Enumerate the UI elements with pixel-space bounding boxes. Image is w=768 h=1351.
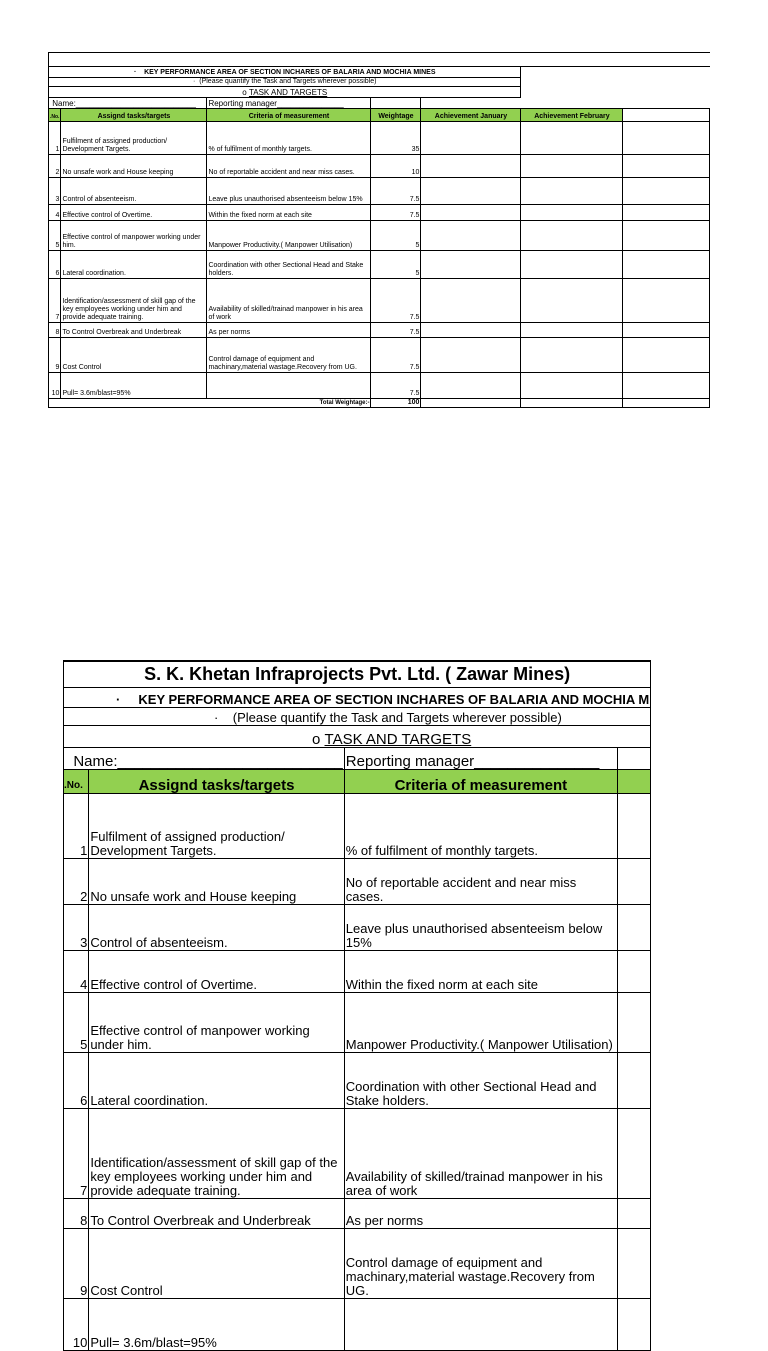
achievement-january-cell[interactable] bbox=[421, 373, 521, 399]
table-row bbox=[64, 1298, 651, 1350]
kpa-sheet-zoomed-table bbox=[63, 660, 651, 1351]
total-label: Total Weightage:- bbox=[207, 399, 371, 408]
bullet: · bbox=[193, 78, 196, 85]
table-row bbox=[49, 221, 710, 251]
header-criteria: Criteria of measurement bbox=[207, 109, 371, 122]
task-cell: Lateral coordination. bbox=[61, 251, 207, 279]
row-number: 1 bbox=[49, 122, 61, 155]
task-cell: Effective control of Overtime. bbox=[61, 205, 207, 221]
row-number: 9 bbox=[49, 338, 61, 373]
table-row bbox=[64, 1108, 651, 1198]
achievement-february-cell[interactable] bbox=[521, 373, 623, 399]
instruction-text: (Please quantify the Task and Targets wherever possible) bbox=[232, 709, 562, 725]
achievement-february-cell[interactable] bbox=[521, 221, 623, 251]
row-number: 4 bbox=[49, 205, 61, 221]
achievement-february-cell[interactable] bbox=[521, 338, 623, 373]
achievement-january-cell[interactable] bbox=[421, 205, 521, 221]
weightage-cell: 7.5 bbox=[371, 323, 421, 338]
table-row bbox=[49, 122, 710, 155]
criteria-cell: Control damage of equipment and machinary,material wastage.Recovery from UG. bbox=[344, 1228, 617, 1298]
weightage-cell bbox=[618, 950, 651, 992]
task-cell: Effective control of manpower working under him. bbox=[61, 221, 207, 251]
criteria-cell: As per norms bbox=[344, 1198, 617, 1228]
achievement-january-cell[interactable] bbox=[421, 178, 521, 205]
section-title-cell bbox=[64, 725, 651, 747]
table-row bbox=[64, 950, 651, 992]
header-achievement-january: Achievement January bbox=[421, 109, 521, 122]
kpa-title-cell bbox=[49, 67, 521, 78]
weightage-cell: 5 bbox=[371, 251, 421, 279]
row-number: 5 bbox=[64, 992, 89, 1052]
achievement-february-cell[interactable] bbox=[521, 178, 623, 205]
criteria-cell: Availability of skilled/trainad manpower in his area of work bbox=[344, 1108, 617, 1198]
criteria-cell: Manpower Productivity.( Manpower Utilisation) bbox=[344, 992, 617, 1052]
achievement-january-cell[interactable] bbox=[421, 323, 521, 338]
task-cell: To Control Overbreak and Underbreak bbox=[61, 323, 207, 338]
criteria-cell: Leave plus unauthorised absenteeism below 15% bbox=[344, 904, 617, 950]
name-field bbox=[64, 747, 345, 769]
task-bullet: o bbox=[242, 88, 247, 97]
bullet: · bbox=[116, 691, 121, 707]
header-task: Assignd tasks/targets bbox=[61, 109, 207, 122]
weightage-cell: 7.5 bbox=[371, 279, 421, 323]
kpa-title-cell bbox=[64, 687, 651, 707]
table-row bbox=[64, 858, 651, 904]
achievement-february-cell[interactable] bbox=[521, 155, 623, 178]
task-cell: Control of absenteeism. bbox=[61, 178, 207, 205]
blank-row bbox=[49, 53, 710, 67]
kpa-title: KEY PERFORMANCE AREA OF SECTION INCHARES OF BALARIA AND MOCHIA MINES bbox=[144, 69, 436, 76]
achievement-february-cell[interactable] bbox=[521, 122, 623, 155]
name-label: Name:___________________________ bbox=[52, 99, 196, 108]
row-number: 7 bbox=[49, 279, 61, 323]
weightage-cell bbox=[618, 1108, 651, 1198]
weightage-cell: 5 bbox=[371, 221, 421, 251]
table-row bbox=[64, 1052, 651, 1108]
row-number: 7 bbox=[64, 1108, 89, 1198]
criteria-cell: No of reportable accident and near miss cases. bbox=[344, 858, 617, 904]
criteria-cell: Leave plus unauthorised absenteeism below 15% bbox=[207, 178, 371, 205]
extra-cell[interactable] bbox=[623, 221, 710, 251]
name-field bbox=[49, 98, 207, 109]
row-number: 4 bbox=[64, 950, 89, 992]
section-title: TASK AND TARGETS bbox=[248, 88, 328, 97]
criteria-cell: Within the fixed norm at each site bbox=[207, 205, 371, 221]
extra-cell[interactable] bbox=[623, 205, 710, 221]
criteria-cell: % of fulfilment of monthly targets. bbox=[207, 122, 371, 155]
task-cell: Identification/assessment of skill gap of the key employees working under him and provide adequate training. bbox=[61, 279, 207, 323]
achievement-february-cell[interactable] bbox=[521, 205, 623, 221]
header-criteria: Criteria of measurement bbox=[344, 769, 617, 793]
task-cell: Cost Control bbox=[61, 338, 207, 373]
task-cell: Fulfilment of assigned production/ Development Targets. bbox=[61, 122, 207, 155]
section-title-cell bbox=[49, 87, 521, 98]
task-cell: To Control Overbreak and Underbreak bbox=[89, 1198, 344, 1228]
row-number: 1 bbox=[64, 793, 89, 858]
table-row bbox=[49, 178, 710, 205]
section-title: TASK AND TARGETS bbox=[324, 730, 472, 748]
weightage-cell: 35 bbox=[371, 122, 421, 155]
extra-cell[interactable] bbox=[623, 178, 710, 205]
task-cell: No unsafe work and House keeping bbox=[61, 155, 207, 178]
table-row bbox=[49, 279, 710, 323]
weightage-cell bbox=[618, 858, 651, 904]
instruction-cell bbox=[64, 707, 651, 725]
task-cell: Control of absenteeism. bbox=[89, 904, 344, 950]
task-cell: Pull= 3.6m/blast=95% bbox=[89, 1298, 344, 1350]
achievement-february-cell[interactable] bbox=[521, 279, 623, 323]
weightage-cell bbox=[618, 1052, 651, 1108]
row-number: 3 bbox=[49, 178, 61, 205]
bullet: · bbox=[133, 69, 137, 76]
extra-cell[interactable] bbox=[623, 155, 710, 178]
achievement-january-cell[interactable] bbox=[421, 338, 521, 373]
task-cell: Identification/assessment of skill gap of the key employees working under him and provide adequate training. bbox=[89, 1108, 344, 1198]
task-cell: Lateral coordination. bbox=[89, 1052, 344, 1108]
reporting-label: Reporting manager_______________ bbox=[208, 99, 344, 108]
instruction-cell bbox=[49, 78, 521, 87]
weightage-cell bbox=[618, 904, 651, 950]
criteria-cell: Control damage of equipment and machinary,material wastage.Recovery from UG. bbox=[207, 338, 371, 373]
extra-cell[interactable] bbox=[623, 323, 710, 338]
criteria-cell: Availability of skilled/trainad manpower in his area of work bbox=[207, 279, 371, 323]
extra-cell[interactable] bbox=[623, 373, 710, 399]
table-row bbox=[64, 904, 651, 950]
achievement-february-cell[interactable] bbox=[521, 251, 623, 279]
task-cell: Effective control of manpower working under him. bbox=[89, 992, 344, 1052]
weightage-cell: 7.5 bbox=[371, 373, 421, 399]
task-cell: No unsafe work and House keeping bbox=[89, 858, 344, 904]
header-weightage: Weightage bbox=[371, 109, 421, 122]
achievement-january-cell[interactable] bbox=[421, 279, 521, 323]
table-row bbox=[49, 338, 710, 373]
reporting-manager-field bbox=[344, 747, 617, 769]
task-bullet: o bbox=[312, 730, 321, 748]
extra-cell[interactable] bbox=[623, 251, 710, 279]
table-row bbox=[49, 251, 710, 279]
table-row bbox=[64, 1228, 651, 1298]
criteria-cell: Within the fixed norm at each site bbox=[344, 950, 617, 992]
row-number: 3 bbox=[64, 904, 89, 950]
bullet: · bbox=[214, 709, 219, 725]
criteria-cell: As per norms bbox=[207, 323, 371, 338]
table-row bbox=[64, 992, 651, 1052]
achievement-february-cell[interactable] bbox=[521, 323, 623, 338]
task-cell: Pull= 3.6m/blast=95% bbox=[61, 373, 207, 399]
kpa-title: KEY PERFORMANCE AREA OF SECTION INCHARES OF BALARIA AND MOCHIA M bbox=[138, 691, 650, 707]
table-row bbox=[49, 323, 710, 338]
reporting-manager-field bbox=[207, 98, 371, 109]
extra-cell[interactable] bbox=[623, 338, 710, 373]
weightage-cell bbox=[618, 793, 651, 858]
row-number: 2 bbox=[64, 858, 89, 904]
row-number: 10 bbox=[49, 373, 61, 399]
criteria-cell: Coordination with other Sectional Head and Stake holders. bbox=[344, 1052, 617, 1108]
criteria-cell: % of fulfilment of monthly targets. bbox=[344, 793, 617, 858]
weightage-cell bbox=[618, 1298, 651, 1350]
row-number: 10 bbox=[64, 1298, 89, 1350]
header-sno: .No. bbox=[49, 109, 61, 122]
row-number: 8 bbox=[64, 1198, 89, 1228]
weightage-cell bbox=[618, 992, 651, 1052]
achievement-january-cell[interactable] bbox=[421, 251, 521, 279]
achievement-january-cell[interactable] bbox=[421, 155, 521, 178]
criteria-cell: No of reportable accident and near miss cases. bbox=[207, 155, 371, 178]
header-sno: .No. bbox=[64, 769, 89, 793]
header-achievement-february: Achievement February bbox=[521, 109, 623, 122]
extra-cell[interactable] bbox=[623, 279, 710, 323]
company-title: S. K. Khetan Infraprojects Pvt. Ltd. ( Zawar Mines) bbox=[64, 661, 651, 687]
table-row bbox=[64, 793, 651, 858]
table-row bbox=[49, 155, 710, 178]
criteria-cell: Coordination with other Sectional Head and Stake holders. bbox=[207, 251, 371, 279]
weightage-cell bbox=[618, 1198, 651, 1228]
criteria-cell bbox=[207, 373, 371, 399]
weightage-cell: 7.5 bbox=[371, 338, 421, 373]
row-number: 5 bbox=[49, 221, 61, 251]
reporting-label: Reporting manager_______________ bbox=[345, 752, 600, 770]
task-cell: Effective control of Overtime. bbox=[89, 950, 344, 992]
name-label: Name:___________________________ bbox=[73, 752, 343, 770]
criteria-cell: Manpower Productivity.( Manpower Utilisation) bbox=[207, 221, 371, 251]
row-number: 6 bbox=[49, 251, 61, 279]
weightage-cell: 7.5 bbox=[371, 178, 421, 205]
row-number: 2 bbox=[49, 155, 61, 178]
table-row bbox=[49, 373, 710, 399]
task-cell: Fulfilment of assigned production/ Development Targets. bbox=[89, 793, 344, 858]
kpa-sheet-small bbox=[48, 52, 710, 408]
row-number: 9 bbox=[64, 1228, 89, 1298]
instruction-text: (Please quantify the Task and Targets wherever possible) bbox=[199, 78, 377, 85]
weightage-cell: 10 bbox=[371, 155, 421, 178]
weightage-cell bbox=[618, 1228, 651, 1298]
achievement-january-cell[interactable] bbox=[421, 221, 521, 251]
task-cell: Cost Control bbox=[89, 1228, 344, 1298]
table-row bbox=[49, 205, 710, 221]
kpa-sheet-zoomed bbox=[63, 660, 650, 1350]
extra-cell[interactable] bbox=[623, 122, 710, 155]
criteria-cell bbox=[344, 1298, 617, 1350]
row-number: 6 bbox=[64, 1052, 89, 1108]
header-task: Assignd tasks/targets bbox=[89, 769, 344, 793]
total-value: 100 bbox=[371, 399, 421, 408]
weightage-cell: 7.5 bbox=[371, 205, 421, 221]
table-row bbox=[64, 1198, 651, 1228]
achievement-january-cell[interactable] bbox=[421, 122, 521, 155]
row-number: 8 bbox=[49, 323, 61, 338]
